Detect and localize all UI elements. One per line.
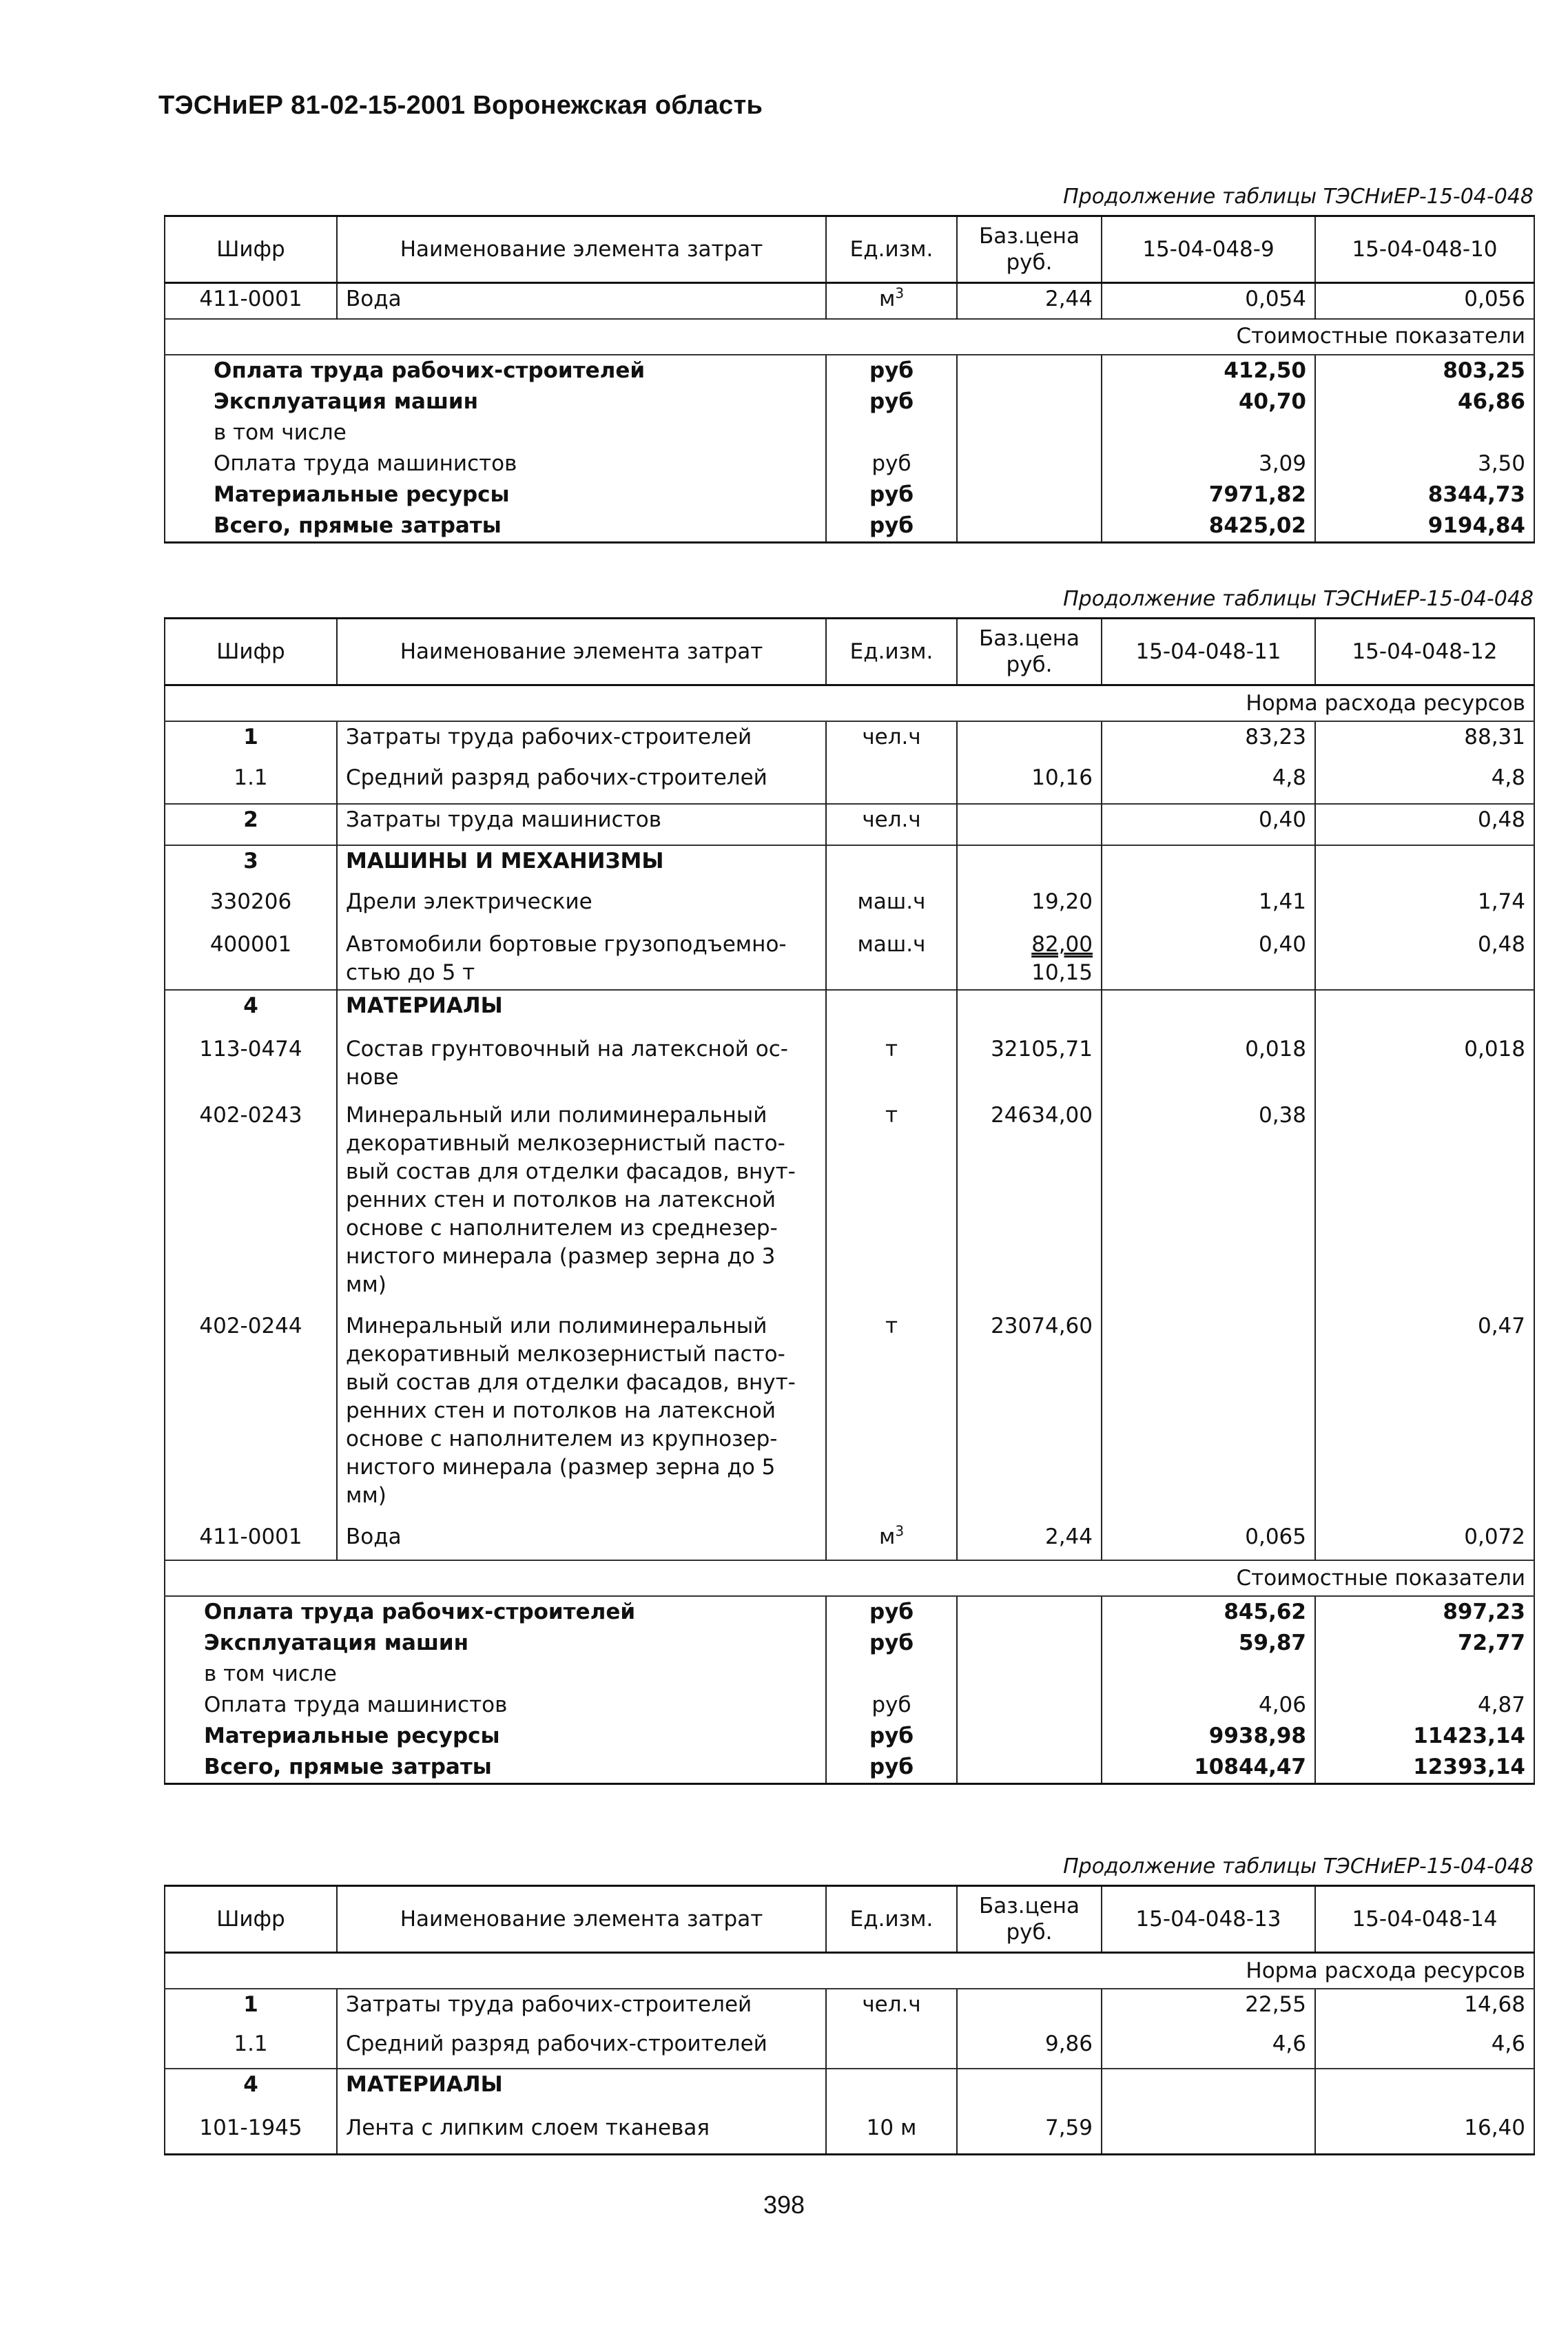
table-row: 113-0474 Состав грунтовочный на латексной ос- нове т 32105,71 0,018 0,018	[165, 1034, 1534, 1100]
table-row: 101-1945 Лента с липким слоем тканевая 10 м 7,59 16,40	[165, 2113, 1534, 2154]
header-col-a: 15-04-048-9	[1102, 216, 1315, 283]
section-header-costs: Стоимостные показатели	[165, 1560, 1534, 1596]
table-row: 2 Затраты труда машинистов чел.ч 0,40 0,48	[165, 804, 1534, 845]
continuation-label: Продолжение таблицы ТЭСНиЕР-15-04-048	[1063, 587, 1534, 611]
header-name: Наименование элемента затрат	[337, 216, 826, 283]
cost-row: в том числе	[165, 1659, 1534, 1690]
header-unit: Ед.изм.	[826, 216, 957, 283]
header-col-b: 15-04-048-12	[1315, 619, 1534, 685]
norms-table-3	[164, 1885, 1535, 2155]
table-header	[165, 216, 1534, 283]
norms-table-1	[164, 215, 1535, 544]
header-col-a: 15-04-048-11	[1102, 619, 1315, 685]
table-row: 411-0001 Вода $м^3$ 2,44 0,065 0,072	[165, 1522, 1534, 1560]
table-row: 400001 Автомобили бортовые грузоподъемно- стью до 5 т маш.ч 82,00 10,15 0,40 0,48	[165, 929, 1534, 990]
table-row: 1.1 Средний разряд рабочих-строителей 10,16 4,8 4,8	[165, 763, 1534, 804]
document-title: ТЭСНиЕР 81-02-15-2001 Воронежская область	[158, 91, 763, 120]
norms-table-2	[164, 617, 1535, 1785]
header-price: Баз.цена руб.	[957, 1886, 1102, 1953]
header-code: Шифр	[165, 1886, 337, 1953]
section-header-costs: Стоимостные показатели	[165, 319, 1534, 355]
header-name: Наименование элемента затрат	[337, 1886, 826, 1953]
header-col-b: 15-04-048-10	[1315, 216, 1534, 283]
header-unit: Ед.изм.	[826, 1886, 957, 1953]
group-row-machines: 3 МАШИНЫ И МЕХАНИЗМЫ	[165, 845, 1534, 887]
cost-row: Оплата труда машинистов руб 4,06 4,87	[165, 1690, 1534, 1721]
section-header-norms: Норма расхода ресурсов	[165, 685, 1534, 722]
table-row: 330206 Дрели электрические маш.ч 19,20 1,41 1,74	[165, 887, 1534, 929]
table-row: 1.1 Средний разряд рабочих-строителей 9,86 4,6 4,6	[165, 2029, 1534, 2069]
page-number: 398	[763, 2191, 805, 2219]
header-unit: Ед.изм.	[826, 619, 957, 685]
continuation-label: Продолжение таблицы ТЭСНиЕР-15-04-048	[1063, 1854, 1534, 1879]
cost-row: Материальные ресурсы руб 7971,82 8344,73	[165, 479, 1534, 510]
cost-row: Всего, прямые затраты руб 8425,02 9194,84	[165, 510, 1534, 543]
header-code: Шифр	[165, 619, 337, 685]
header-price: Баз.цена руб.	[957, 216, 1102, 283]
table-row: 1 Затраты труда рабочих-строителей чел.ч 83,23 88,31	[165, 721, 1534, 763]
table-header	[165, 619, 1534, 685]
cost-row: Оплата труда машинистов руб 3,09 3,50	[165, 448, 1534, 479]
header-col-b: 15-04-048-14	[1315, 1886, 1534, 1953]
header-name: Наименование элемента затрат	[337, 619, 826, 685]
table-row: 402-0243 Минеральный или полиминеральный декоративный мелкозернистый пасто- вый состав для отделки фасадов, внут- ренних стен и потолков на латексной основе с наполнителем из среднезер- нистого минерала (размер зерна до 3 мм) т 24634,00 0,38	[165, 1100, 1534, 1311]
cost-row: Эксплуатация машин руб 59,87 72,77	[165, 1628, 1534, 1659]
table-row: 402-0244 Минеральный или полиминеральный декоративный мелкозернистый пасто- вый состав для отделки фасадов, внут- ренних стен и потолков на латексной основе с наполнителем из крупнозер- нистого минерала (размер зерна до 5 мм) т 23074,60 0,47	[165, 1311, 1534, 1522]
group-row-materials: 4 МАТЕРИАЛЫ	[165, 2069, 1534, 2113]
table-header	[165, 1886, 1534, 1953]
table-row: 1 Затраты труда рабочих-строителей чел.ч 22,55 14,68	[165, 1989, 1534, 2029]
header-col-a: 15-04-048-13	[1102, 1886, 1315, 1953]
cost-row: Оплата труда рабочих-строителей руб 412,50 803,25	[165, 355, 1534, 386]
table-row: 411-0001 Вода $м^3$ 2,44 0,054 0,056	[165, 283, 1534, 319]
cost-row: в том числе	[165, 417, 1534, 448]
header-code: Шифр	[165, 216, 337, 283]
cost-row: Всего, прямые затраты руб 10844,47 12393,14	[165, 1752, 1534, 1784]
section-header-norms: Норма расхода ресурсов	[165, 1953, 1534, 1989]
cost-row: Оплата труда рабочих-строителей руб 845,62 897,23	[165, 1596, 1534, 1628]
header-price: Баз.цена руб.	[957, 619, 1102, 685]
continuation-label: Продолжение таблицы ТЭСНиЕР-15-04-048	[1063, 185, 1534, 209]
cost-row: Материальные ресурсы руб 9938,98 11423,14	[165, 1721, 1534, 1752]
cost-row: Эксплуатация машин руб 40,70 46,86	[165, 386, 1534, 417]
group-row-materials: 4 МАТЕРИАЛЫ	[165, 990, 1534, 1034]
